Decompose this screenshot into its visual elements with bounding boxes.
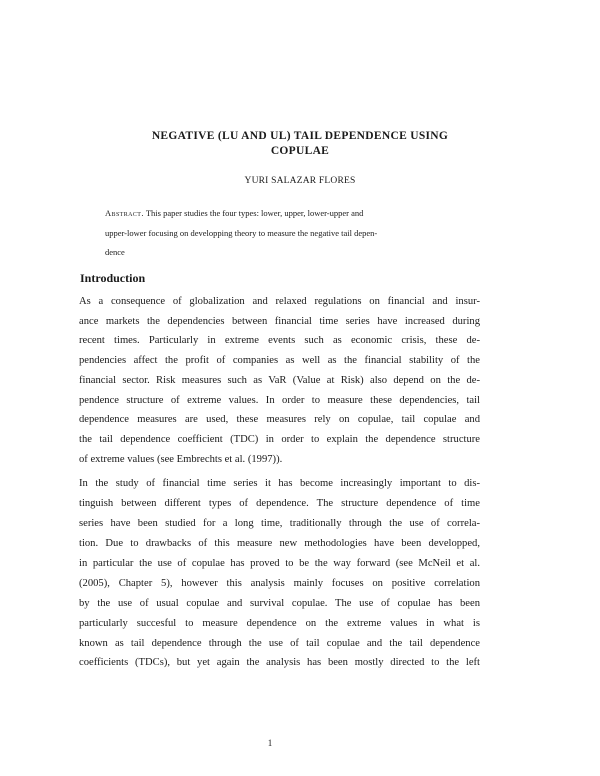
abstract-label: Abstract. bbox=[105, 208, 144, 218]
paragraph-1-line: recent times. Particularly in extreme events such as economic crisis, these de- bbox=[79, 335, 480, 346]
paragraph-1-line: pendencies affect the profit of companies as well as the financial stability of the bbox=[79, 355, 480, 366]
paragraph-2-line: coefficients (TDCs), but yet again the analysis has been mostly directed to the left bbox=[79, 657, 480, 668]
paragraph-2-line: series have been studied for a long time, traditionally through the use of correla- bbox=[79, 518, 480, 529]
author-name: YURI SALAZAR FLORES bbox=[244, 176, 356, 186]
paper-title-line-1: NEGATIVE (LU AND UL) TAIL DEPENDENCE USING bbox=[151, 130, 449, 142]
abstract-line-1 bbox=[105, 209, 465, 218]
paper-title-line-2: COPULAE bbox=[270, 145, 330, 157]
paragraph-1-line: the tail dependence coefficient (TDC) in order to explain the dependence structure bbox=[79, 434, 480, 445]
abstract-line-3: dence bbox=[105, 247, 125, 257]
abstract-line-2: upper-lower focusing on developping theory to measure the negative tail depen- bbox=[105, 228, 378, 238]
paragraph-2-line: in particular the use of copulae has proved to be the way forward (see McNeil et al. bbox=[79, 558, 480, 569]
paragraph-2-line: (2005), Chapter 5), however this analysis mainly focuses on positive correlation bbox=[79, 578, 480, 589]
paragraph-2-line: tion. Due to drawbacks of this measure new methodologies have been developped, bbox=[79, 538, 480, 549]
paragraph-1-line: financial sector. Risk measures such as VaR (Value at Risk) also depend on the de- bbox=[79, 375, 480, 386]
abstract-text-1: This paper studies the four types: lower, upper, lower-upper and bbox=[145, 208, 364, 218]
paragraph-1-line: of extreme values (see Embrechts et al. (1997)). bbox=[79, 454, 283, 465]
page-number: 1 bbox=[267, 738, 273, 748]
paragraph-2-line: tinguish between different types of dependence. The structure dependence of time bbox=[79, 498, 480, 509]
paragraph-2-line: by the use of usual copulae and survival copulae. The use of copulae has been bbox=[79, 598, 480, 609]
section-heading-introduction: Introduction bbox=[80, 271, 146, 285]
paragraph-1-line: ance markets the dependencies between financial time series have increased during bbox=[79, 316, 480, 327]
paragraph-2-line: particularly succesful to measure dependence on the extreme values in what is bbox=[79, 618, 480, 629]
paragraph-2-line: known as tail dependence through the use of tail copulae and the tail dependence bbox=[79, 638, 480, 649]
paragraph-1-line: pendence structure of extreme values. In order to measure these dependencies, tail bbox=[79, 395, 480, 406]
paragraph-1-line: As a consequence of globalization and relaxed regulations on financial and insur- bbox=[79, 296, 480, 307]
paragraph-2-line: In the study of financial time series it has become increasingly important to dis- bbox=[79, 478, 480, 489]
paragraph-1-line: dependence measures are used, these measures rely on copulae, tail copulae and bbox=[79, 414, 480, 425]
